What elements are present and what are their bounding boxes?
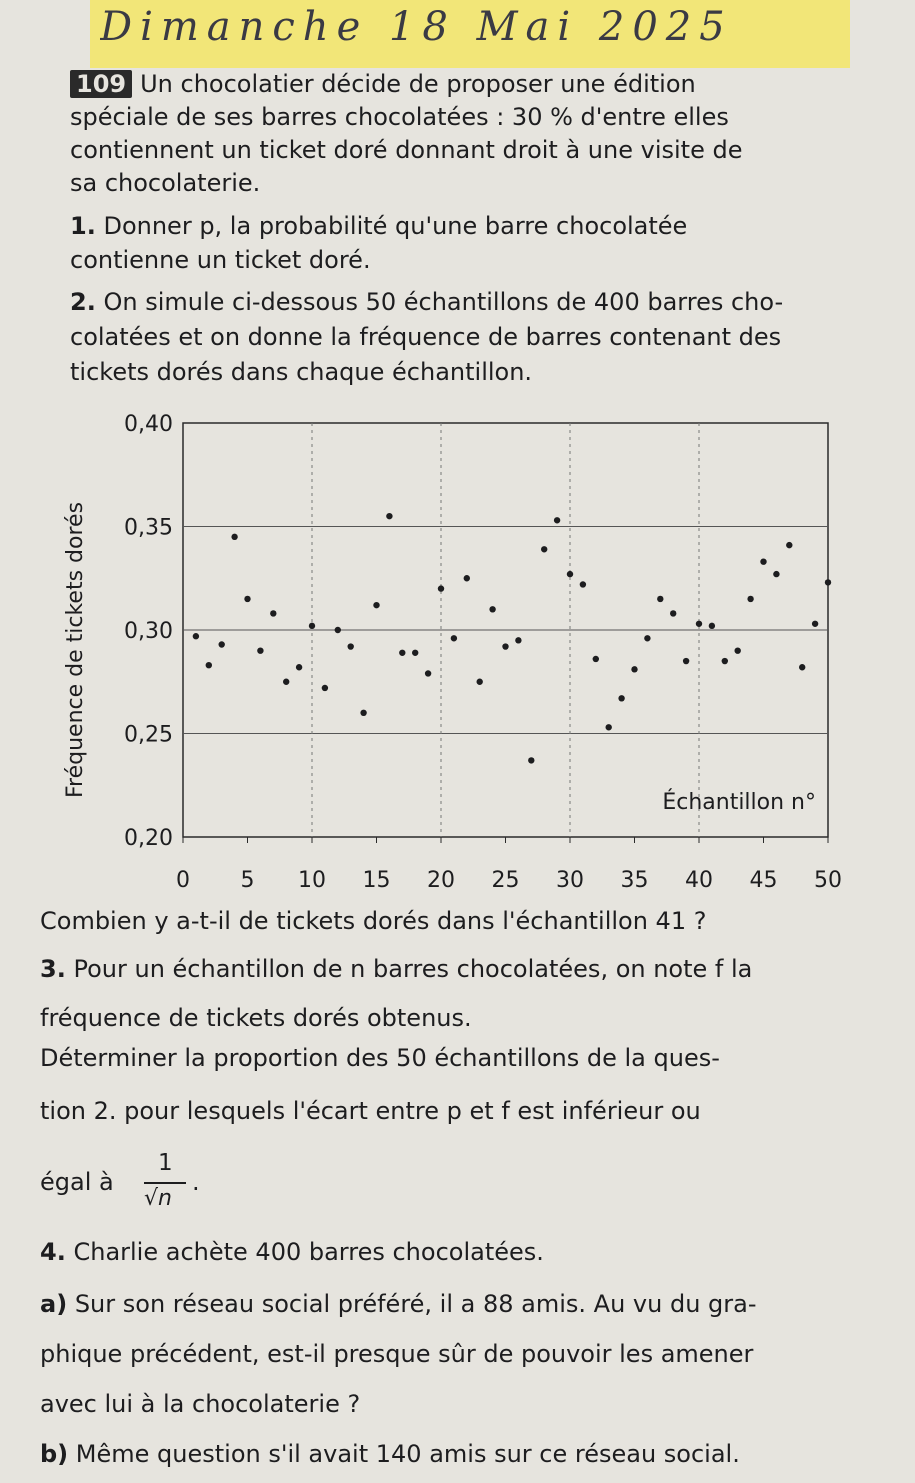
x-tick-label: 40 [685, 868, 713, 893]
data-point [309, 623, 315, 629]
data-point [825, 579, 831, 585]
data-point [735, 648, 741, 654]
question-3-line-1: 3. Pour un échantillon de n barres chocolatées, on note f la [40, 955, 753, 983]
x-tick-label: 10 [298, 868, 326, 893]
fraction-numerator: 1 [158, 1150, 173, 1176]
data-point [219, 641, 225, 647]
exercise-intro-line-2: spéciale de ses barres chocolatées : 30 % d'entre elles [70, 103, 729, 131]
y-tick-label: 0,35 [124, 515, 173, 541]
fraction-one-over-sqrt-n [140, 1150, 190, 1230]
y-tick-label: 0,30 [124, 619, 173, 644]
data-point [554, 517, 560, 523]
data-point [373, 602, 379, 608]
data-point [257, 648, 263, 654]
data-point [193, 633, 199, 639]
data-point [206, 662, 212, 668]
x-tick-label: 30 [556, 868, 584, 893]
data-point [231, 534, 237, 540]
x-axis-label: Échantillon n° [662, 790, 816, 815]
question-4a-line-3: avec lui à la chocolaterie ? [40, 1390, 361, 1418]
question-2-line-2: colatées et on donne la fréquence de barres contenant des [70, 323, 782, 351]
question-3-last-line: égal à [40, 1168, 114, 1196]
data-point [335, 627, 341, 633]
data-point [412, 650, 418, 656]
data-point [528, 757, 534, 763]
question-4-line: 4. Charlie achète 400 barres chocolatées. [40, 1238, 544, 1266]
data-point [348, 643, 354, 649]
data-point [451, 635, 457, 641]
data-point [360, 710, 366, 716]
y-tick-label: 0,40 [124, 412, 173, 437]
data-point [799, 664, 805, 670]
data-point [464, 575, 470, 581]
question-2-question: Combien y a-t-il de tickets dorés dans l'échantillon 41 ? [40, 907, 707, 935]
data-point [683, 658, 689, 664]
x-tick-label: 45 [749, 868, 778, 893]
handwritten-date: Dimanche 18 Mai 2025 [100, 4, 733, 50]
data-point [722, 658, 728, 664]
data-point [244, 596, 250, 602]
question-3-line-4: tion 2. pour lesquels l'écart entre p et f est inférieur ou [40, 1097, 701, 1125]
x-tick-label: 35 [620, 868, 649, 893]
data-point [709, 623, 715, 629]
x-tick-label: 20 [427, 868, 455, 893]
y-tick-label: 0,25 [124, 722, 173, 748]
data-point [425, 670, 431, 676]
data-point [399, 650, 405, 656]
fraction-denominator: √n [144, 1186, 172, 1211]
question-3-line-2: fréquence de tickets dorés obtenus. [40, 1004, 472, 1032]
data-point [502, 643, 508, 649]
data-point [657, 596, 663, 602]
data-point [618, 695, 624, 701]
data-point [489, 606, 495, 612]
data-point [670, 610, 676, 616]
exercise-intro-line-1: 109 Un chocolatier décide de proposer une édition [70, 70, 696, 98]
data-point [541, 546, 547, 552]
data-point [760, 558, 766, 564]
x-tick-label: 0 [176, 868, 190, 893]
exercise-number: 109 [70, 70, 132, 98]
y-axis-label: Fréquence de tickets dorés [63, 501, 88, 799]
data-point [606, 724, 612, 730]
data-point [696, 621, 702, 627]
x-tick-label: 25 [491, 868, 520, 893]
scatter-chart [40, 395, 900, 905]
x-tick-label: 50 [814, 868, 842, 893]
data-point [322, 685, 328, 691]
data-point [580, 581, 586, 587]
exercise-intro-line-4: sa chocolaterie. [70, 169, 261, 197]
data-point [296, 664, 302, 670]
question-2-line-3: tickets dorés dans chaque échantillon. [70, 358, 533, 386]
data-point [515, 637, 521, 643]
question-1-line-2: contienne un ticket doré. [70, 246, 371, 274]
data-point [438, 585, 444, 591]
question-1-line-1: 1. Donner p, la probabilité qu'une barre chocolatée [70, 212, 688, 240]
fraction-suffix: . [192, 1168, 200, 1196]
question-4a-line-2: phique précédent, est-il presque sûr de pouvoir les amener [40, 1340, 754, 1368]
fraction-bar [144, 1182, 186, 1184]
question-3-line-3: Déterminer la proportion des 50 échantillons de la ques- [40, 1044, 720, 1072]
data-point [631, 666, 637, 672]
data-point [747, 596, 753, 602]
x-tick-label: 15 [362, 868, 391, 893]
data-point [477, 679, 483, 685]
question-2-line-1: 2. On simule ci-dessous 50 échantillons de 400 barres cho- [70, 288, 784, 316]
scatter-chart-svg [40, 395, 900, 905]
exercise-intro-line-3: contiennent un ticket doré donnant droit à une visite de [70, 136, 743, 164]
y-tick-label: 0,20 [124, 826, 173, 851]
data-point [644, 635, 650, 641]
data-point [773, 571, 779, 577]
data-point [593, 656, 599, 662]
data-point [283, 679, 289, 685]
data-point [270, 610, 276, 616]
data-point [786, 542, 792, 548]
x-tick-label: 5 [240, 868, 255, 893]
question-4a-line-1: a) Sur son réseau social préféré, il a 88 amis. Au vu du gra- [40, 1290, 757, 1318]
question-4b-line: b) Même question s'il avait 140 amis sur ce réseau social. [40, 1440, 740, 1468]
data-point [386, 513, 392, 519]
data-point [567, 571, 573, 577]
data-point [812, 621, 818, 627]
